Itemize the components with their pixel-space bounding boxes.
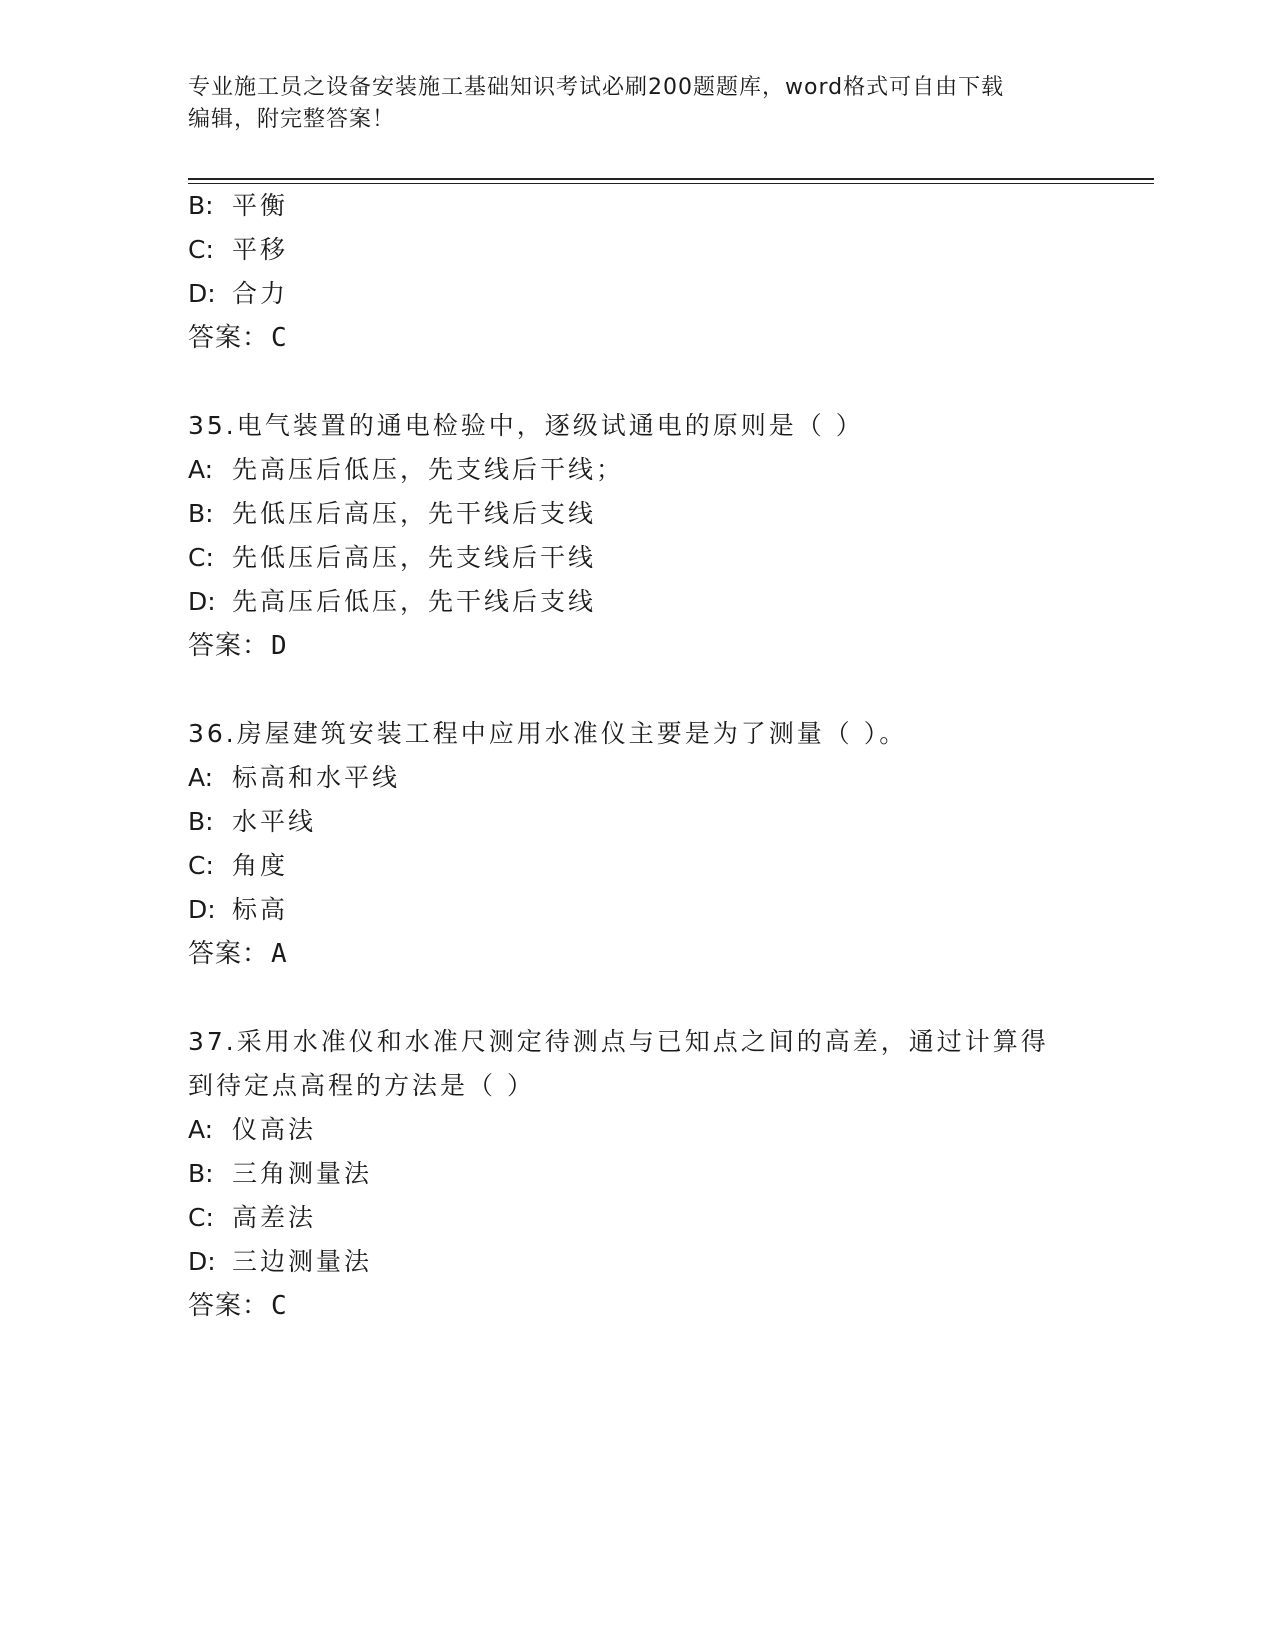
option-letter: A:: [188, 1115, 214, 1144]
header-title-line-2: 编辑，附完整答案！: [188, 107, 396, 132]
option-text: 三角测量法: [232, 1159, 373, 1188]
option-letter: C:: [188, 1203, 214, 1232]
option-text: 先高压后低压，先干线后支线: [232, 587, 597, 616]
option-letter: C:: [188, 851, 214, 880]
document-header: [188, 72, 1068, 136]
option-text: 角度: [232, 851, 289, 880]
option-b: [188, 1158, 372, 1190]
option-letter: D:: [188, 587, 216, 616]
answer-label: 答案：: [188, 939, 270, 969]
option-text: 平移: [232, 235, 289, 264]
answer-line: [188, 630, 288, 662]
header-title-line-1: 专业施工员之设备安装施工基础知识考试必刷200题题库，word格式可自由下载: [188, 75, 1005, 100]
answer-label: 答案：: [188, 631, 270, 661]
option-text: 标高和水平线: [232, 763, 401, 792]
answer-line: [188, 322, 288, 354]
option-text: 平衡: [232, 191, 289, 220]
option-b: [188, 190, 288, 222]
option-text: 三边测量法: [232, 1247, 373, 1276]
option-letter: B:: [188, 807, 214, 836]
header-divider-thick: [188, 178, 1154, 180]
answer-line: [188, 938, 288, 970]
option-text: 合力: [232, 279, 289, 308]
answer-value: A: [271, 939, 288, 969]
option-a: [188, 762, 400, 794]
option-a: [188, 1114, 316, 1146]
header-divider-thin: [188, 183, 1154, 184]
option-letter: A:: [188, 455, 214, 484]
option-c: [188, 850, 288, 882]
option-letter: A:: [188, 763, 214, 792]
option-c: [188, 1202, 316, 1234]
option-b: [188, 806, 316, 838]
option-text: 标高: [232, 895, 289, 924]
answer-value: D: [271, 631, 288, 661]
option-letter: D:: [188, 279, 216, 308]
option-c: [188, 234, 288, 266]
option-text: 水平线: [232, 807, 317, 836]
option-d: [188, 278, 288, 310]
answer-value: C: [271, 323, 288, 353]
question-stem-continuation: 到待定点高程的方法是（ ）: [188, 1071, 535, 1100]
answer-label: 答案：: [188, 1291, 270, 1321]
option-letter: D:: [188, 1247, 216, 1276]
option-letter: C:: [188, 235, 214, 264]
option-b: [188, 498, 596, 530]
question-stem: 36.房屋建筑安装工程中应用水准仪主要是为了测量（ ）。: [188, 719, 908, 748]
option-d: [188, 1246, 372, 1278]
option-text: 先低压后高压，先干线后支线: [232, 499, 597, 528]
option-text: 仪高法: [232, 1115, 317, 1144]
answer-line: [188, 1290, 288, 1322]
option-d: [188, 586, 596, 618]
option-letter: D:: [188, 895, 216, 924]
answer-value: C: [271, 1291, 288, 1321]
option-letter: B:: [188, 1159, 214, 1188]
option-letter: B:: [188, 191, 214, 220]
option-letter: C:: [188, 543, 214, 572]
question-stem: 37.采用水准仪和水准尺测定待测点与已知点之间的高差，通过计算得: [188, 1027, 1049, 1056]
option-letter: B:: [188, 499, 214, 528]
option-text: 高差法: [232, 1203, 317, 1232]
option-c: [188, 542, 596, 574]
option-text: 先低压后高压，先支线后干线: [232, 543, 597, 572]
option-d: [188, 894, 288, 926]
answer-label: 答案：: [188, 323, 270, 353]
option-text: 先高压后低压，先支线后干线；: [232, 455, 625, 484]
question-stem: 35.电气装置的通电检验中，逐级试通电的原则是（ ）: [188, 411, 864, 440]
option-a: [188, 454, 624, 486]
